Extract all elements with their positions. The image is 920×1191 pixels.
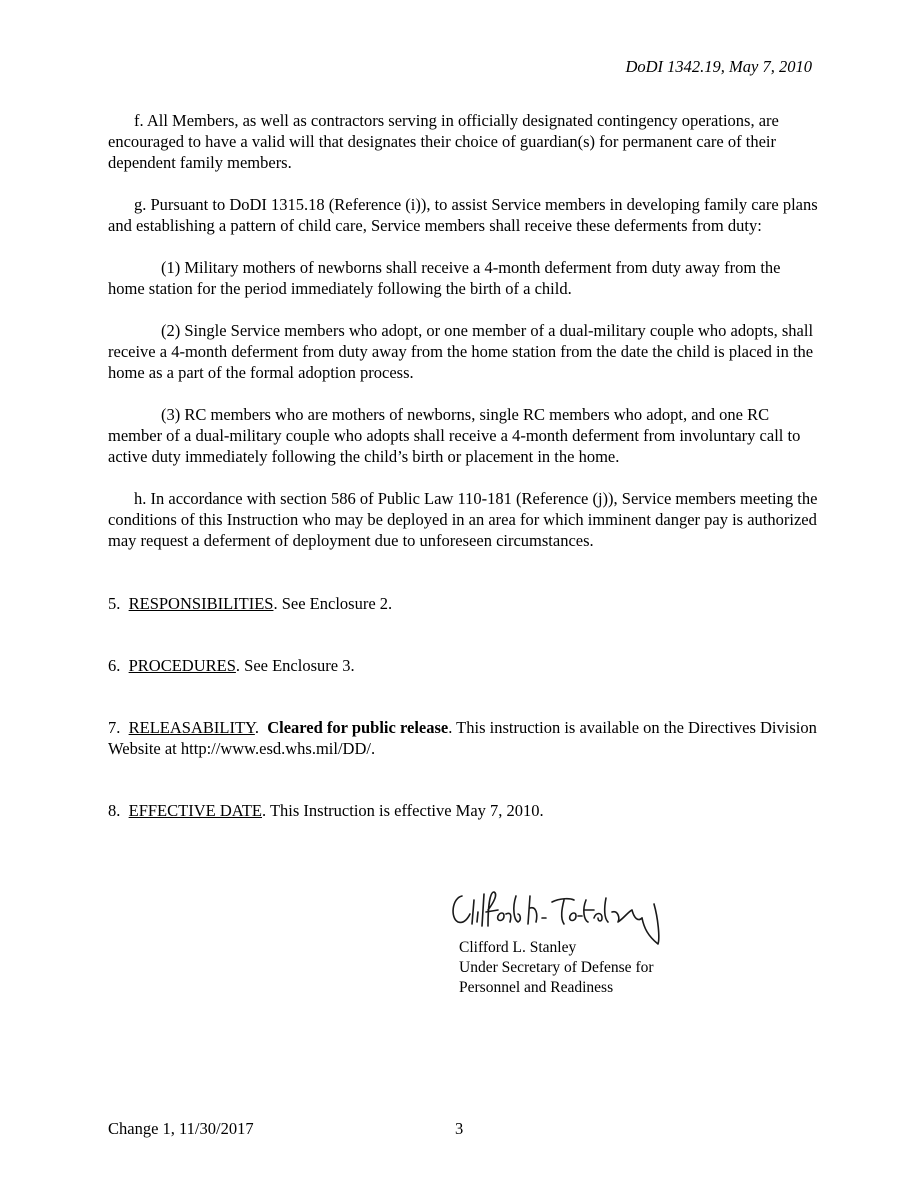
paragraph-g: g. Pursuant to DoDI 1315.18 (Reference (i)), to assist Service members in developing family care plans and establishing a pattern of child care, Service members shall receive these deferments from duty: (108, 195, 818, 235)
signatory-title-line2: Personnel and Readiness (459, 979, 614, 996)
section-6 (108, 655, 818, 676)
section-7: 7. RELEASABILITY. Cleared for public release. This instruction is available on the Directives Division Website at http://www.esd.whs.mil/DD/. (108, 718, 817, 758)
document-body (108, 110, 818, 862)
section-heading-effective-date: EFFECTIVE DATE (128, 801, 262, 820)
section-number: 5. (108, 594, 121, 613)
section-8 (108, 800, 818, 821)
footer-page-number: 3 (455, 1119, 464, 1138)
paragraph-g-3: (3) RC members who are mothers of newborns, single RC members who adopt, and one RC member of a dual-military couple who adopts shall receive a 4-month deferment from involuntary call to active duty immediately following the child’s birth or placement in the home. (108, 405, 801, 466)
section-text: . See Enclosure 2. (273, 594, 393, 613)
section-text: . This Instruction is effective May 7, 2010. (262, 801, 544, 820)
section-text: . This instruction is available on the Directives Division Website at http://www.esd.whs.mil/DD/. (108, 718, 817, 758)
section-number: 8. (108, 801, 121, 820)
paragraph-g-1: (1) Military mothers of newborns shall receive a 4-month deferment from duty away from the home station for the period immediately following the birth of a child. (108, 258, 781, 298)
footer-change-note: Change 1, 11/30/2017 (108, 1119, 254, 1138)
section-spacer (108, 572, 818, 593)
section-5 (108, 593, 818, 614)
paragraph-f: f. All Members, as well as contractors serving in officially designated contingency operations, are encouraged to have a valid will that designates their choice of guardian(s) for permanent care of their dependent family members. (108, 111, 779, 172)
section-bold-text: Cleared for public release (267, 718, 449, 737)
page-header-doc-id: DoDI 1342.19, May 7, 2010 (625, 57, 812, 76)
section-heading-responsibilities: RESPONSIBILITIES (128, 594, 274, 613)
signatory-title-line1: Under Secretary of Defense for (459, 959, 654, 976)
paragraph-g-2: (2) Single Service members who adopt, or one member of a dual-military couple who adopts, shall receive a 4-month deferment from duty away from the home station from the date the child is placed in the home as a part of the formal adoption process. (108, 321, 814, 382)
section-number: 6. (108, 656, 121, 675)
signatory-name: Clifford L. Stanley (459, 939, 577, 956)
section-heading-releasability: RELEASABILITY (128, 718, 255, 737)
signature-block (448, 888, 708, 996)
signatory-lines (459, 938, 654, 998)
section-number: 7. (108, 718, 121, 737)
section-text: . See Enclosure 3. (235, 656, 355, 675)
section-heading-procedures: PROCEDURES (128, 656, 236, 675)
paragraph-h: h. In accordance with section 586 of Public Law 110-181 (Reference (j)), Service members meeting the conditions of this Instruction who may be deployed in an area for which imminent danger pay is authorized may request a deferment of deployment due to unforeseen circumstances. (108, 489, 818, 550)
